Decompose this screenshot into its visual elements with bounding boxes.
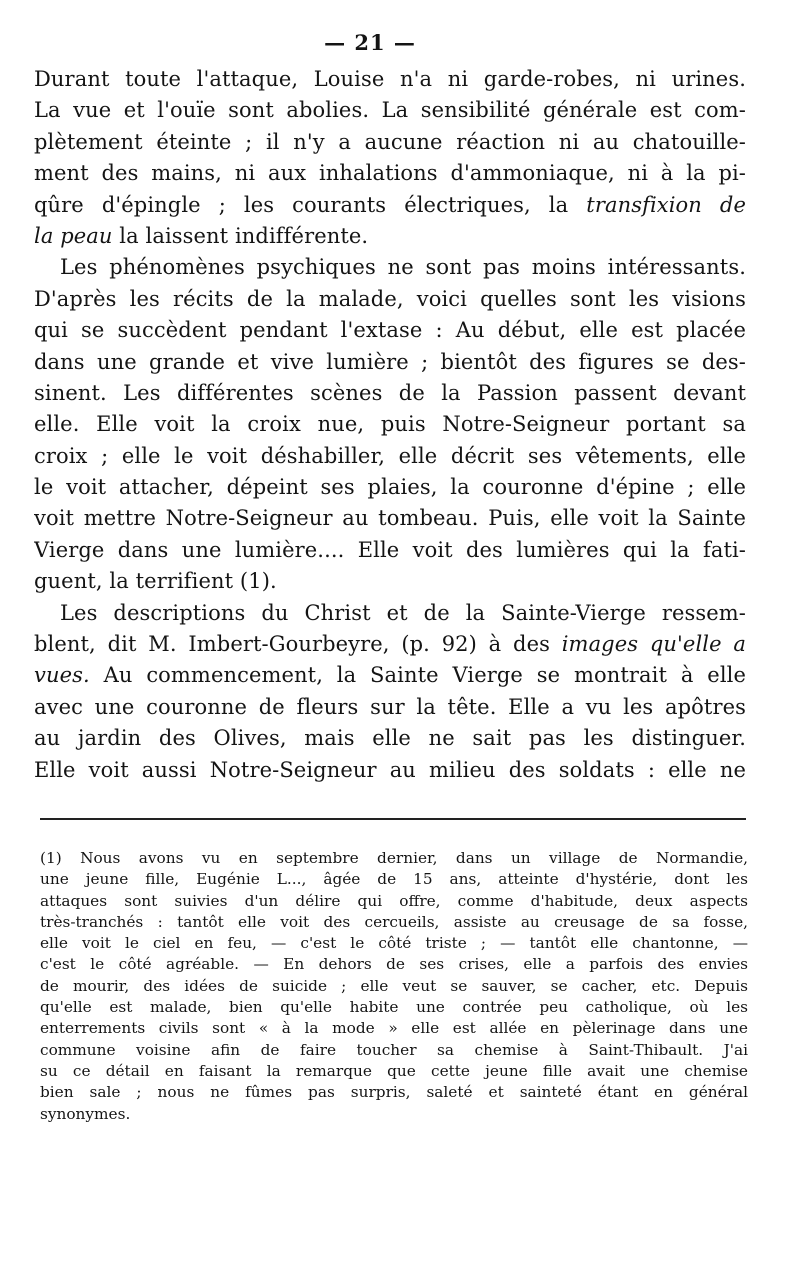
text-line xyxy=(34,503,746,534)
text-segment: Au commencement, la Sainte Vierge se montrait à elle xyxy=(89,663,746,688)
text-line xyxy=(34,347,746,378)
text-line xyxy=(34,629,746,660)
footnote-separator-rule xyxy=(40,818,746,820)
text-line xyxy=(34,284,746,315)
text-segment: qui se succèdent pendant l'extase : Au début, elle est placée xyxy=(34,318,746,343)
text-segment: Durant toute l'attaque, Louise n'a ni garde-robes, ni urines. xyxy=(34,67,746,91)
text-line xyxy=(34,755,746,786)
text-segment: dans une grande et vive lumière ; bientôt des figures se des- xyxy=(34,349,746,374)
italic-text: images qu'elle a xyxy=(561,632,746,657)
text-line xyxy=(34,127,746,158)
text-line xyxy=(34,535,746,566)
main-text xyxy=(34,64,746,786)
text-segment: Vierge dans une lumière.... Elle voit des lumières qui la fati- xyxy=(34,537,746,562)
text-segment: guent, la terrifient (1). xyxy=(34,569,277,594)
text-segment: ment des mains, ni aux inhalations d'ammoniaque, ni à la pi- xyxy=(34,161,746,186)
footnote-line: de mourir, des idées de suicide ; elle veut se sauver, se cacher, etc. Depuis xyxy=(40,976,748,995)
text-line xyxy=(34,158,746,189)
footnote-line: (1) Nous avons vu en septembre dernier, dans un village de Normandie, xyxy=(40,849,748,867)
text-segment: D'après les récits de la malade, voici quelles sont les visions xyxy=(34,286,746,311)
text-segment: la laissent indifférente. xyxy=(112,223,369,248)
footnote-line: attaques sont suivies d'un délire qui offre, comme d'habitude, deux aspects xyxy=(40,891,748,910)
italic-text: la peau xyxy=(34,223,113,248)
text-line xyxy=(34,566,746,597)
footnote-line: qu'elle est malade, bien qu'elle habite une contrée peu catholique, où les xyxy=(40,998,748,1017)
footnote-line: bien sale ; nous ne fûmes pas surpris, saleté et sainteté étant en général xyxy=(40,1083,748,1102)
text-segment: le voit attacher, dépeint ses plaies, la couronne d'épine ; elle xyxy=(34,475,746,500)
text-line xyxy=(34,441,746,472)
footnote-line: su ce détail en faisant la remarque que cette jeune fille avait une chemise xyxy=(40,1061,748,1080)
text-segment: blent, dit M. Imbert-Gourbeyre, (p. 92) à des xyxy=(34,632,562,657)
text-line xyxy=(34,378,746,409)
footnote xyxy=(40,848,748,1125)
text-line xyxy=(34,472,746,503)
footnote-line: synonymes. xyxy=(40,1104,131,1123)
text-line xyxy=(34,64,746,95)
text-segment: croix ; elle le voit déshabiller, elle décrit ses vêtements, elle xyxy=(34,443,746,468)
footnote-line: une jeune fille, Eugénie L..., âgée de 15 ans, atteinte d'hystérie, dont les xyxy=(40,870,748,889)
text-line xyxy=(34,252,746,283)
footnote-line: commune voisine afin de faire toucher sa chemise à Saint-Thibault. J'ai xyxy=(40,1040,748,1059)
text-segment: plètement éteinte ; il n'y a aucune réaction ni au chatouille- xyxy=(34,129,746,154)
text-line xyxy=(34,190,746,221)
page-number: — 21 — xyxy=(324,30,416,55)
text-segment: Les descriptions du Christ et de la Sainte-Vierge ressem- xyxy=(60,600,746,625)
text-line xyxy=(34,409,746,440)
text-line xyxy=(34,95,746,126)
footnote-line: elle voit le ciel en feu, — c'est le côté triste ; — tantôt elle chantonne, — xyxy=(40,934,748,953)
text-segment: Les phénomènes psychiques ne sont pas moins intéressants. xyxy=(60,255,746,280)
italic-text: vues. xyxy=(34,663,90,688)
text-segment: elle. Elle voit la croix nue, puis Notre-Seigneur portant sa xyxy=(34,412,746,437)
text-segment: avec une couronne de fleurs sur la tête. Elle a vu les apôtres xyxy=(34,694,746,719)
text-segment: sinent. Les différentes scènes de la Passion passent devant xyxy=(34,380,746,405)
text-segment: La vue et l'ouïe sont abolies. La sensibilité générale est com- xyxy=(34,98,746,123)
text-segment: au jardin des Olives, mais elle ne sait pas les distinguer. xyxy=(34,726,746,751)
text-line xyxy=(34,221,746,252)
text-line xyxy=(34,660,746,691)
text-line xyxy=(34,598,746,629)
footnote-line: c'est le côté agréable. — En dehors de ses crises, elle a parfois des envies xyxy=(40,955,748,974)
text-segment: Elle voit aussi Notre-Seigneur au milieu des soldats : elle ne xyxy=(34,757,746,782)
text-segment: qûre d'épingle ; les courants électriques, la xyxy=(34,192,587,217)
footnote-line: très-tranchés : tantôt elle voit des cercueils, assiste au creusage de sa fosse, xyxy=(40,912,748,931)
footnote-line: enterrements civils sont « à la mode » elle est allée en pèlerinage dans une xyxy=(40,1019,748,1038)
text-line xyxy=(34,315,746,346)
text-segment: voit mettre Notre-Seigneur au tombeau. Puis, elle voit la Sainte xyxy=(34,506,746,531)
text-line xyxy=(34,692,746,723)
italic-text: transfixion de xyxy=(586,192,746,217)
text-line xyxy=(34,723,746,754)
